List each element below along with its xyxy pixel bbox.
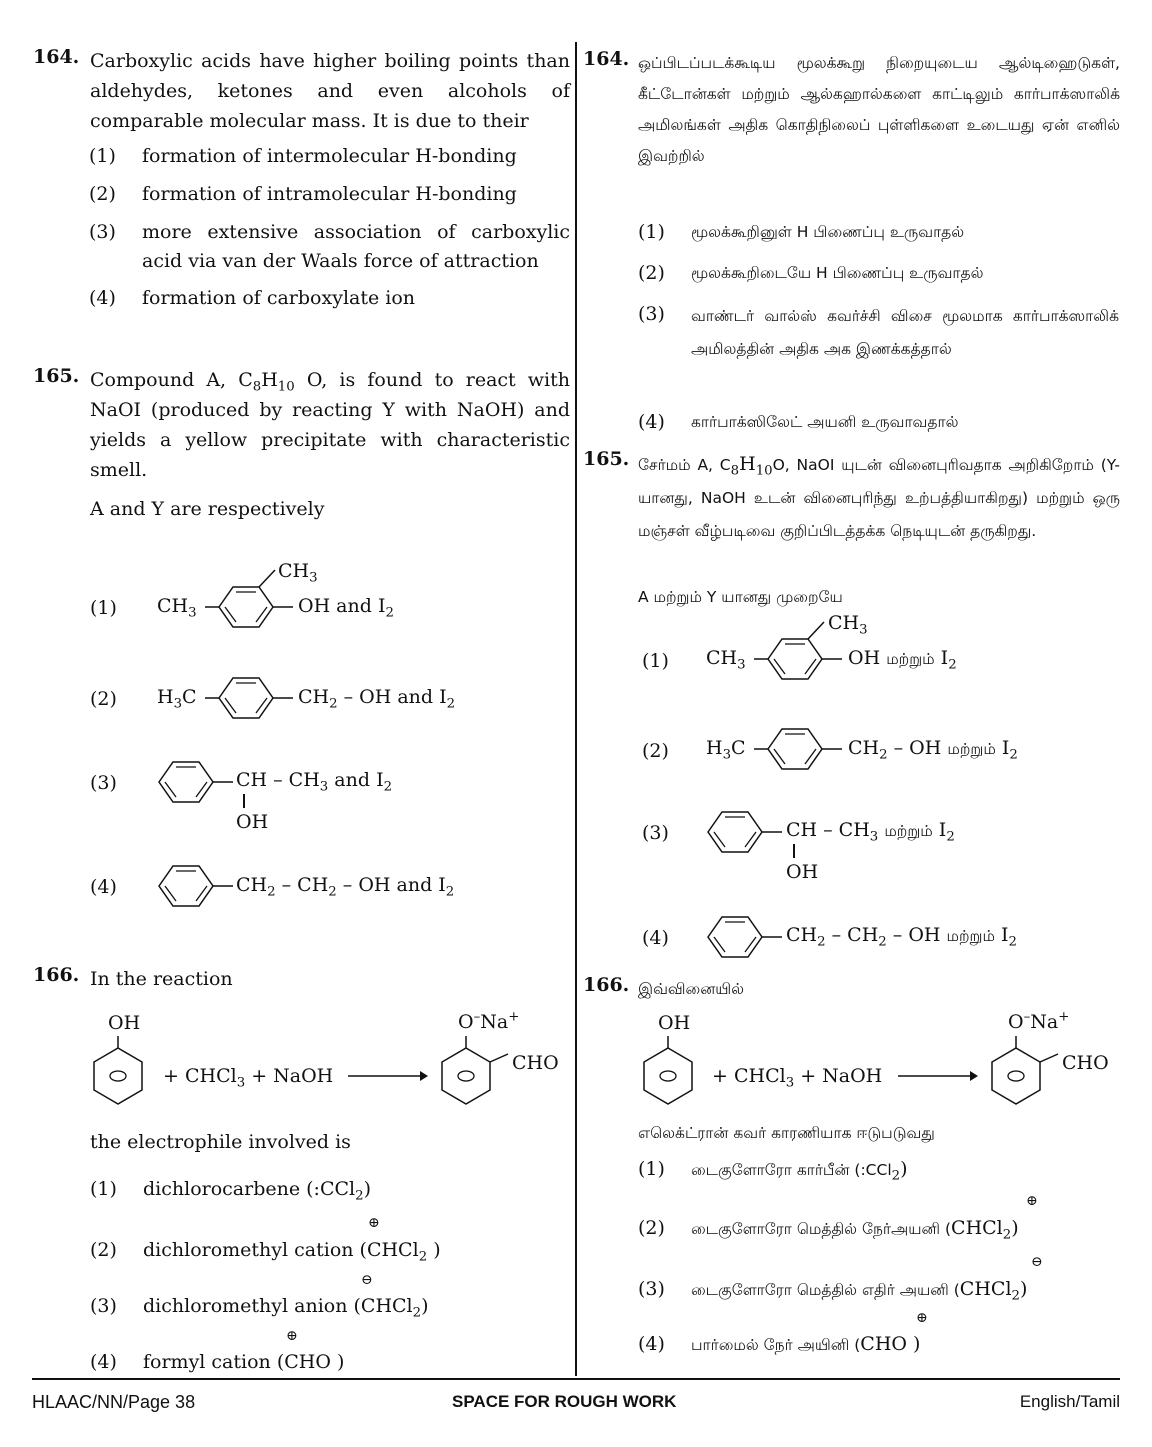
chem-label: $CH_3$: [706, 647, 746, 673]
sub-question: A and Y are respectively: [90, 498, 325, 520]
phenol-ring-icon: [642, 1036, 696, 1108]
positive-charge-icon: ⊕: [1026, 1193, 1038, 1209]
chem-label: $CH_2$ – OH மற்றும் $I_2$: [848, 737, 1018, 763]
option-4[interactable]: (4) பார்மைல் நேர் அயினி (CHO ): [638, 1333, 921, 1355]
negative-charge-icon: ⊖: [1031, 1254, 1043, 1270]
option-3[interactable]: (3) dichloromethyl anion (CHCl$_2$): [90, 1295, 429, 1321]
benzene-ring-icon: [754, 724, 844, 774]
phenol-ring-icon: [92, 1036, 146, 1108]
chem-label: $CH_3$: [157, 595, 197, 621]
phenoxide-ring-icon: [990, 1036, 1070, 1108]
question-text: ஒப்பிடப்படக்கூடிய மூலக்கூறு நிறையுடைய ஆல்டிஹைடுகள், கீட்டோன்கள் மற்றும் ஆல்கஹால்களை காட்டிலும் கார்பாக்ஸாலிக் அமிலங்கள் அதிக கொதிநிலைப் புள்ளிகளை உடையது ஏன் எனில் இவற்றில்: [638, 54, 1120, 165]
chem-label: $CH_3$: [278, 560, 318, 586]
chem-label: $CH_2 - CH_2$ – OH and $I_2$: [236, 874, 455, 900]
chem-label: CHO: [512, 1052, 559, 1074]
question-number: 166.: [33, 964, 80, 986]
option-1[interactable]: (1) டைகுளோரோ கார்பீன் (:CCl$_2$): [638, 1158, 908, 1184]
question-number: 164.: [583, 48, 630, 70]
option-2[interactable]: (2) டைகுளோரோ மெத்தில் நேர்அயனி (CHCl$_2$): [638, 1217, 1019, 1243]
chem-label: OH and $I_2$: [298, 595, 394, 621]
option-4[interactable]: (4) formyl cation (CHO ): [90, 1351, 345, 1373]
chem-label: $CH_2 - CH_2$ – OH மற்றும் $I_2$: [786, 924, 1017, 950]
option-3[interactable]: (3) டைகுளோரோ மெத்தில் எதிர் அயனி (CHCl$_2$): [638, 1278, 1028, 1304]
benzene-ring-icon: [157, 861, 237, 911]
reagents: + CHCl$_3$ + NaOH: [712, 1065, 883, 1091]
chem-label: CH – $CH_3$ and $I_2$: [236, 769, 393, 795]
option-2[interactable]: (2) dichloromethyl cation (CHCl$_2$ ): [90, 1239, 441, 1265]
chem-label: O–Na+: [1008, 1009, 1070, 1033]
benzene-ring-icon: [754, 634, 844, 684]
column-divider: [575, 42, 577, 1376]
option-4[interactable]: (4) formation of carboxylate ion: [89, 287, 416, 309]
sub-question: A மற்றும் Y யானது முறையே: [638, 588, 843, 606]
phenoxide-ring-icon: [440, 1036, 520, 1108]
bond-line: [793, 844, 795, 858]
positive-charge-icon: ⊕: [368, 1215, 380, 1231]
positive-charge-icon: ⊕: [286, 1328, 298, 1344]
page-code: HLAAC/NN/Page 38: [32, 1392, 196, 1412]
option-2[interactable]: (2) formation of intramolecular H-bonding: [89, 183, 517, 205]
chem-label: OH: [658, 1012, 691, 1034]
reaction-arrow-icon: [348, 1068, 428, 1084]
question-number: 166.: [583, 974, 630, 996]
option-3[interactable]: (3) more extensive association of carboxylic acid via van der Waals force of attraction: [89, 221, 570, 272]
rough-work-label: SPACE FOR ROUGH WORK: [452, 1392, 677, 1411]
chem-label: CHO: [1062, 1052, 1109, 1074]
option-4[interactable]: (4) கார்பாக்ஸிலேட் அயனி உருவாவதால்: [638, 411, 959, 433]
question-text: Compound A, $C_8H_{10}$ O, is found to react with NaOI (produced by reacting Y with NaOH) and yields a yellow precipitate with characteristic smell.: [90, 369, 571, 481]
benzene-ring-icon: [205, 582, 295, 632]
chem-label: OH மற்றும் $I_2$: [848, 647, 957, 673]
bond-line: [243, 794, 245, 808]
question-text: சேர்மம் A, $C_8H_{10}O$, NaOI யுடன் வினைபுரிவதாக அறிகிறோம் (Y-யானது, NaOH உடன் வினைபுரிந்து உற்பத்தியாகிறது) மற்றும் ஒரு மஞ்சள் வீழ்படிவை குறிப்பிடத்தக்க நெடியுடன் தருகிறது.: [638, 453, 1121, 540]
option-2[interactable]: (2) மூலக்கூறிடையே H பிணைப்பு உருவாதல்: [638, 262, 984, 284]
benzene-ring-icon: [157, 757, 237, 807]
chem-label: OH: [786, 861, 819, 883]
reagents: + CHCl$_3$ + NaOH: [163, 1065, 334, 1091]
question-text: இவ்வினையில்: [638, 980, 745, 998]
page-footer: [32, 1378, 1120, 1447]
question-text: Carboxylic acids have higher boiling points than aldehydes, ketones and even alcohols of comparable molecular mass. It is due to their: [90, 50, 570, 132]
option-1[interactable]: (1) மூலக்கூறினுள் H பிணைப்பு உருவாதல்: [638, 221, 965, 243]
chem-label: $H_3C$: [706, 737, 746, 763]
positive-charge-icon: ⊕: [916, 1310, 928, 1326]
language-label: English/Tamil: [1019, 1392, 1120, 1411]
question-number: 165.: [33, 365, 80, 387]
chem-label: CH – $CH_3$ மற்றும் $I_2$: [786, 819, 955, 845]
chem-label: $H_3C$: [157, 686, 197, 712]
chem-label: OH: [236, 811, 269, 833]
option-1[interactable]: (1) formation of intermolecular H-bonding: [89, 145, 517, 167]
option-3[interactable]: (3) வாண்டர் வால்ஸ் கவர்ச்சி விசை மூலமாக கார்பாக்ஸாலிக் அமிலத்தின் அதிக அக இணக்கத்தால்: [638, 303, 1119, 358]
benzene-ring-icon: [706, 912, 786, 962]
question-text: எலெக்ட்ரான் கவர் காரணியாக ஈடுபடுவது: [638, 1124, 935, 1142]
reaction-arrow-icon: [898, 1068, 978, 1084]
question-text: In the reaction: [90, 968, 233, 990]
chem-label: O–Na+: [458, 1009, 520, 1033]
question-text: the electrophile involved is: [90, 1131, 351, 1153]
question-number: 165.: [583, 448, 630, 470]
benzene-ring-icon: [205, 673, 295, 723]
benzene-ring-icon: [706, 807, 786, 857]
question-number: 164.: [33, 46, 80, 68]
chem-label: $CH_2$ – OH and $I_2$: [298, 686, 456, 712]
negative-charge-icon: ⊖: [361, 1272, 373, 1288]
chem-label: OH: [108, 1012, 141, 1034]
chem-label: $CH_3$: [828, 612, 868, 638]
option-1[interactable]: (1) dichlorocarbene (:CCl$_2$): [90, 1178, 371, 1204]
